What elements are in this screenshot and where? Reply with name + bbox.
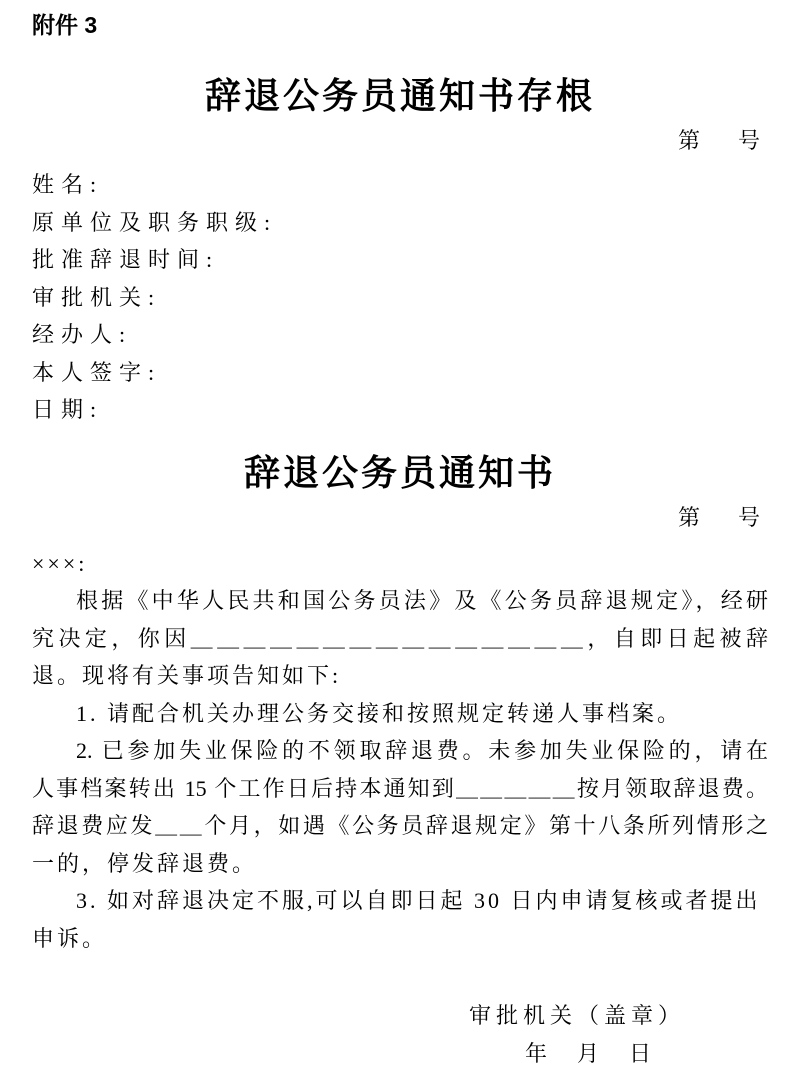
body-line-item-2-cont-2: 辞退费应发＿＿个月，如遇《公务员辞退规定》第十八条所列情形之 [32,807,768,845]
field-unit-and-position: 原单位及职务职级: [32,204,768,242]
field-approval-time: 批准辞退时间: [32,241,768,279]
field-date: 日期: [32,391,768,429]
notice-number-line: 第 号 [32,503,768,533]
seal-line: 审批机关（盖章） [32,997,768,1035]
stub-title: 辞退公务员通知书存根 [32,74,768,118]
body-line-item-2-cont-3: 一的，停发辞退费。 [32,845,768,883]
body-line-item-2: 2. 已参加失业保险的不领取辞退费。未参加失业保险的，请在 [32,732,768,770]
attachment-label: 附件 3 [32,10,768,40]
stub-number-line: 第 号 [32,126,768,156]
body-line-item-3: 3. 如对辞退决定不服,可以自即日起 30 日内申请复核或者提出申诉。 [32,882,768,957]
notice-title: 辞退公务员通知书 [32,451,768,495]
body-line-2: 究决定，你因＿＿＿＿＿＿＿＿＿＿＿＿＿＿＿，自即日起被辞 [32,620,768,658]
body-line-1: 根据《中华人民共和国公务员法》及《公务员辞退规定》，经研 [32,582,768,620]
date-line: 年 月 日 [32,1035,768,1072]
notice-body [32,545,768,958]
field-approving-authority: 审批机关: [32,279,768,317]
field-personal-signature: 本人签字: [32,354,768,392]
stub-fields [32,166,768,429]
salutation: ×××: [32,545,768,583]
field-handler: 经办人: [32,316,768,354]
body-line-item-2-cont-1: 人事档案转出 15 个工作日后持本通知到＿＿＿＿＿按月领取辞退费。 [32,770,768,808]
body-line-item-1: 1. 请配合机关办理公务交接和按照规定转递人事档案。 [32,695,768,733]
field-name: 姓名: [32,166,768,204]
body-line-3: 退。现将有关事项告知如下: [32,657,768,695]
